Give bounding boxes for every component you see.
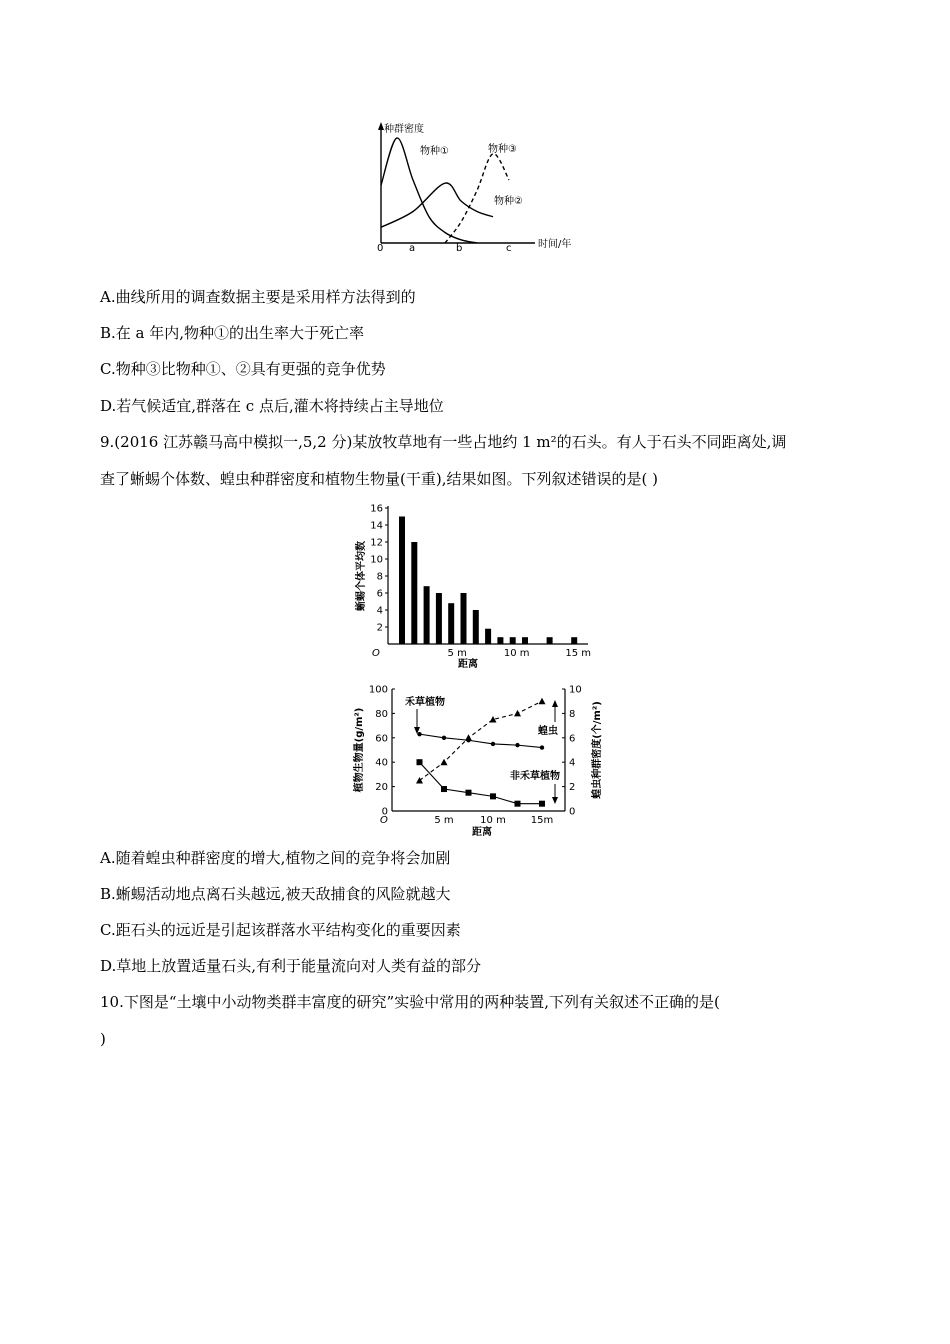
data-point xyxy=(441,759,448,766)
bar xyxy=(473,610,479,644)
x-tick-label: 10 m xyxy=(480,815,506,826)
option-8c: C.物种③比物种①、②具有更强的竞争优势 xyxy=(100,360,386,378)
option-9c: C.距石头的远近是引起该群落水平结构变化的重要因素 xyxy=(100,921,461,939)
x-axis-label: 距离 xyxy=(458,659,478,670)
y-tick-label: 10 xyxy=(370,554,383,566)
y-tick-label: 2 xyxy=(376,622,383,634)
bar xyxy=(399,517,405,645)
origin-label: 0 xyxy=(377,243,384,254)
tick-b: b xyxy=(456,243,463,254)
right-tick-label: 0 xyxy=(569,806,576,818)
option-9b: B.蜥蜴活动地点离石头越远,被天敌捕食的风险就越大 xyxy=(100,885,451,903)
data-point xyxy=(465,734,472,741)
data-point xyxy=(417,759,423,765)
y-axis-label: 种群密度 xyxy=(384,124,424,135)
bar xyxy=(424,586,430,644)
bar xyxy=(510,637,516,644)
bar xyxy=(522,637,528,644)
left-tick-label: 0 xyxy=(381,806,388,818)
lizard-bar-chart xyxy=(350,500,605,668)
left-tick-label: 100 xyxy=(368,684,388,696)
question-10-line-1: 10.下图是“土壤中小动物类群丰富度的研究”实验中常用的两种装置,下列有关叙述不正确的是( xyxy=(100,993,720,1011)
data-point xyxy=(441,786,447,792)
species-1-label: 物种① xyxy=(420,146,449,157)
y-tick-label: 12 xyxy=(370,537,383,549)
y-axis-label: 蜥蜴个体平均数 xyxy=(356,541,367,611)
annotation-arrowhead xyxy=(552,700,558,707)
y-tick-label: 14 xyxy=(370,520,383,532)
bar xyxy=(485,629,491,644)
x-tick-label: 15 m xyxy=(565,648,592,659)
data-point xyxy=(515,743,519,747)
option-8a: A.曲线所用的调查数据主要是采用样方法得到的 xyxy=(100,288,416,306)
species-3-label: 物种③ xyxy=(488,144,517,155)
annotation-grasshopper: 蝗虫 xyxy=(538,726,558,737)
data-point xyxy=(466,790,472,796)
right-tick-label: 2 xyxy=(569,782,576,794)
data-point xyxy=(491,742,495,746)
left-tick-label: 40 xyxy=(375,757,388,769)
annotation-grass: 禾草植物 xyxy=(405,697,445,708)
left-tick-label: 60 xyxy=(375,733,388,745)
bar xyxy=(411,542,417,644)
right-tick-label: 8 xyxy=(569,708,576,720)
biomass-grasshopper-chart xyxy=(350,682,620,840)
data-point xyxy=(514,710,521,717)
series-line xyxy=(420,734,543,747)
tick-c: c xyxy=(506,243,512,254)
option-9a: A.随着蝗虫种群密度的增大,植物之间的竞争将会加剧 xyxy=(100,849,451,867)
right-axis-label: 蝗虫种群密度(个/m²) xyxy=(592,701,603,799)
data-point xyxy=(540,745,544,749)
x-axis-label: 距离 xyxy=(472,827,492,838)
data-point xyxy=(539,698,546,705)
option-9d: D.草地上放置适量石头,有利于能量流向对人类有益的部分 xyxy=(100,957,482,975)
data-point xyxy=(416,777,423,784)
data-point xyxy=(539,801,545,807)
species-2-label: 物种② xyxy=(494,196,523,207)
x-tick-label: 10 m xyxy=(503,648,530,659)
tick-a: a xyxy=(409,243,416,254)
bar xyxy=(571,637,577,644)
y-tick-label: 16 xyxy=(370,503,383,515)
series-line xyxy=(420,701,543,780)
right-tick-label: 6 xyxy=(569,733,576,745)
question-10-line-2: ) xyxy=(100,1030,106,1048)
x-tick-label: 15m xyxy=(530,815,554,826)
left-tick-label: 80 xyxy=(375,708,388,720)
bar xyxy=(448,603,454,644)
y-tick-label: 8 xyxy=(376,571,383,583)
series-species-2-curve xyxy=(381,183,493,227)
population-density-chart xyxy=(370,118,600,258)
left-axis-label: 植物生物量(g/m²) xyxy=(354,707,365,793)
y-tick-label: 4 xyxy=(376,605,383,617)
bar xyxy=(497,637,503,644)
x-tick-label: 5 m xyxy=(434,815,454,826)
data-point xyxy=(490,793,496,799)
data-point xyxy=(515,801,521,807)
data-point xyxy=(417,732,421,736)
bar xyxy=(547,637,553,644)
x-tick-label: O xyxy=(380,815,388,826)
option-8b: B.在 a 年内,物种①的出生率大于死亡率 xyxy=(100,324,365,342)
annotation-nongrass: 非禾草植物 xyxy=(510,771,560,782)
data-point xyxy=(442,736,446,740)
x-tick-label: 5 m xyxy=(447,648,467,659)
right-tick-label: 4 xyxy=(569,757,576,769)
annotation-arrowhead xyxy=(552,797,558,804)
bar xyxy=(436,593,442,644)
bar xyxy=(461,593,467,644)
y-tick-label: 6 xyxy=(376,588,383,600)
question-9-line-2: 查了蜥蜴个体数、蝗虫种群密度和植物生物量(干重),结果如图。下列叙述错误的是( ) xyxy=(100,470,658,488)
right-tick-label: 10 xyxy=(569,684,582,696)
x-axis-label: 时间/年 xyxy=(538,239,572,250)
x-tick-label: O xyxy=(372,648,380,659)
series-line xyxy=(420,762,543,803)
question-9-line-1: 9.(2016 江苏赣马高中模拟一,5,2 分)某放牧草地有一些占地约 1 m²的石头。有人于石头不同距离处,调 xyxy=(100,433,787,451)
option-8d: D.若气候适宜,群落在 c 点后,灌木将持续占主导地位 xyxy=(100,397,444,415)
left-tick-label: 20 xyxy=(375,782,388,794)
